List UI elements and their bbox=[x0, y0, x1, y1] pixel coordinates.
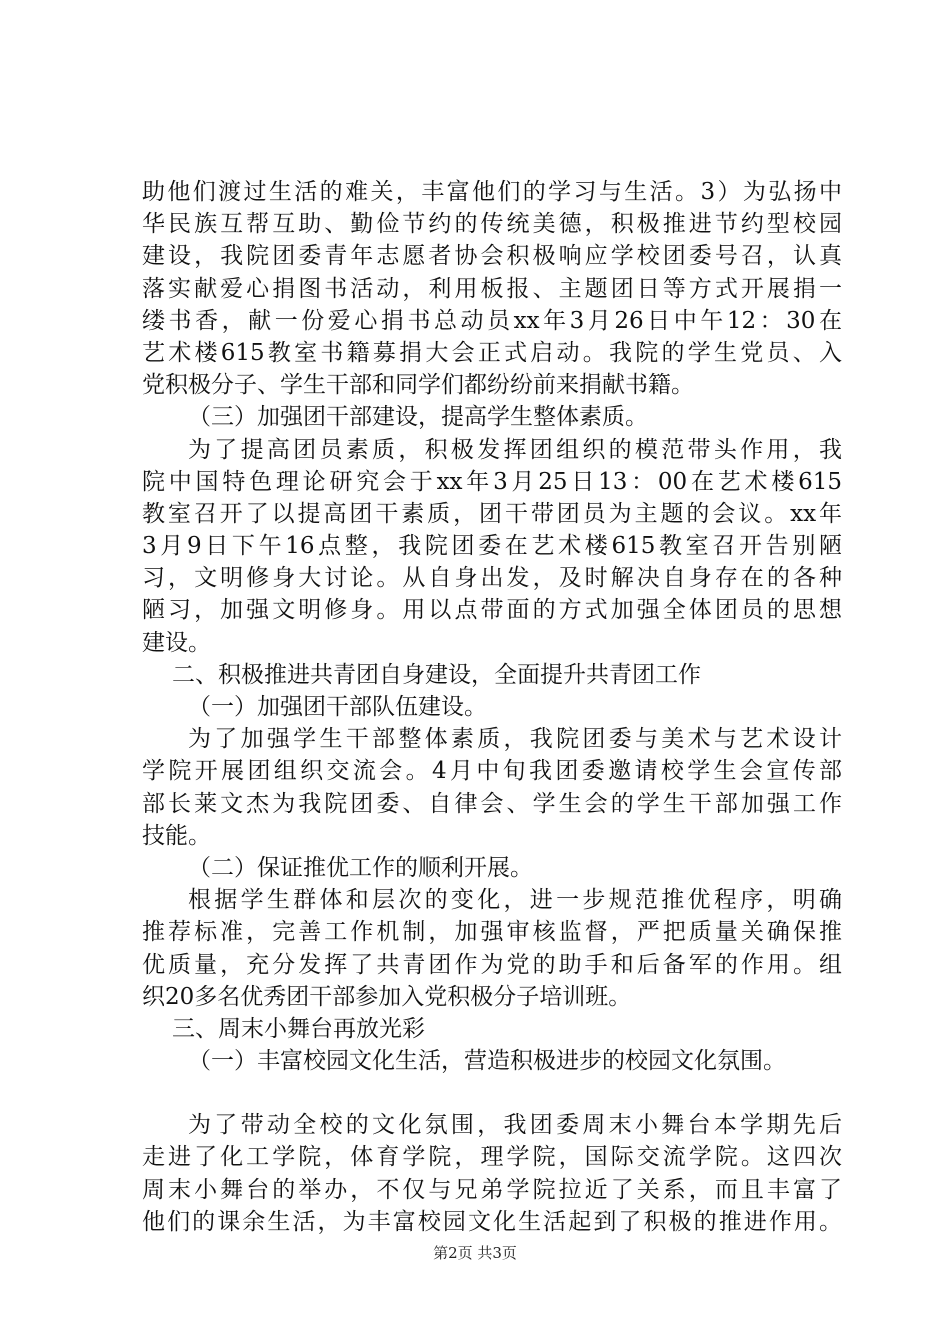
section-heading: （二）保证推优工作的顺利开展。 bbox=[188, 854, 533, 881]
paragraph-line: 织20多名优秀团干部参加入党积极分子培训班。 bbox=[142, 983, 632, 1010]
paragraph-line: 部长莱文杰为我院团委、自律会、学生会的学生干部加强工作 bbox=[142, 790, 842, 817]
paragraph-line: 建设，我院团委青年志愿者协会积极响应学校团委号召，认真 bbox=[142, 243, 842, 270]
paragraph-line: 建设。 bbox=[142, 629, 211, 656]
section-heading: 二、积极推进共青团自身建设，全面提升共青团工作 bbox=[172, 661, 701, 688]
paragraph-line: 教室召开了以提高团干素质，团干带团员为主题的会议。xx年 bbox=[142, 500, 842, 527]
paragraph-line: 为了加强学生干部整体素质，我院团委与美术与艺术设计 bbox=[188, 726, 842, 753]
paragraph-line: 助他们渡过生活的难关，丰富他们的学习与生活。3）为弘扬中 bbox=[142, 179, 842, 205]
paragraph-line: 他们的课余生活，为丰富校园文化生活起到了积极的推进作用。 bbox=[142, 1208, 842, 1235]
paragraph-line: 为了提高团员素质，积极发挥团组织的模范带头作用，我 bbox=[188, 436, 842, 463]
paragraph-line: 技能。 bbox=[142, 822, 211, 849]
section-heading: （一）加强团干部队伍建设。 bbox=[188, 694, 487, 720]
paragraph-line: 3月9日下午16点整，我院团委在艺术楼615教室召开告别陋 bbox=[142, 533, 842, 560]
paragraph-line: 为了带动全校的文化氛围，我团委周末小舞台本学期先后 bbox=[188, 1112, 842, 1139]
paragraph-line: 缕书香，献一份爱心捐书总动员xx年3月26日中午12：30在 bbox=[142, 307, 842, 334]
blank-line bbox=[142, 1077, 842, 1109]
paragraph-line: 根据学生群体和层次的变化，进一步规范推优程序，明确 bbox=[188, 887, 842, 914]
paragraph-line: 落实献爱心捐图书活动，利用板报、主题团日等方式开展捐一 bbox=[142, 275, 842, 302]
paragraph-line: 推荐标准，完善工作机制，加强审核监督，严把质量关确保推 bbox=[142, 919, 842, 946]
paragraph-line: 周末小舞台的举办，不仅与兄弟学院拉近了关系，而且丰富了 bbox=[142, 1176, 842, 1203]
paragraph-line: 习，文明修身大讨论。从自身出发，及时解决自身存在的各种 bbox=[142, 565, 842, 592]
paragraph-line: 走进了化工学院，体育学院，理学院，国际交流学院。这四次 bbox=[142, 1144, 842, 1171]
paragraph-line: 艺术楼615教室书籍募捐大会正式启动。我院的学生党员、入 bbox=[142, 339, 842, 366]
section-heading: 三、周末小舞台再放光彩 bbox=[172, 1015, 425, 1042]
section-heading: （一）丰富校园文化生活，营造积极进步的校园文化氛围。 bbox=[188, 1048, 786, 1075]
paragraph-line: 华民族互帮互助、勤俭节约的传统美德，积极推进节约型校园 bbox=[142, 211, 842, 238]
page-footer: 第2页 共3页 bbox=[433, 1244, 517, 1262]
section-heading: （三）加强团干部建设，提高学生整体素质。 bbox=[188, 404, 648, 431]
paragraph-line: 优质量，充分发挥了共青团作为党的助手和后备军的作用。组 bbox=[142, 951, 842, 978]
paragraph-line: 党积极分子、学生干部和同学们都纷纷前来捐献书籍。 bbox=[142, 372, 694, 399]
paragraph-line: 陋习，加强文明修身。用以点带面的方式加强全体团员的思想 bbox=[142, 597, 842, 624]
paragraph-line: 学院开展团组织交流会。4月中旬我团委邀请校学生会宣传部 bbox=[142, 758, 842, 785]
document-body bbox=[142, 176, 842, 1238]
paragraph-line: 院中国特色理论研究会于xx年3月25日13：00在艺术楼615 bbox=[142, 468, 842, 495]
